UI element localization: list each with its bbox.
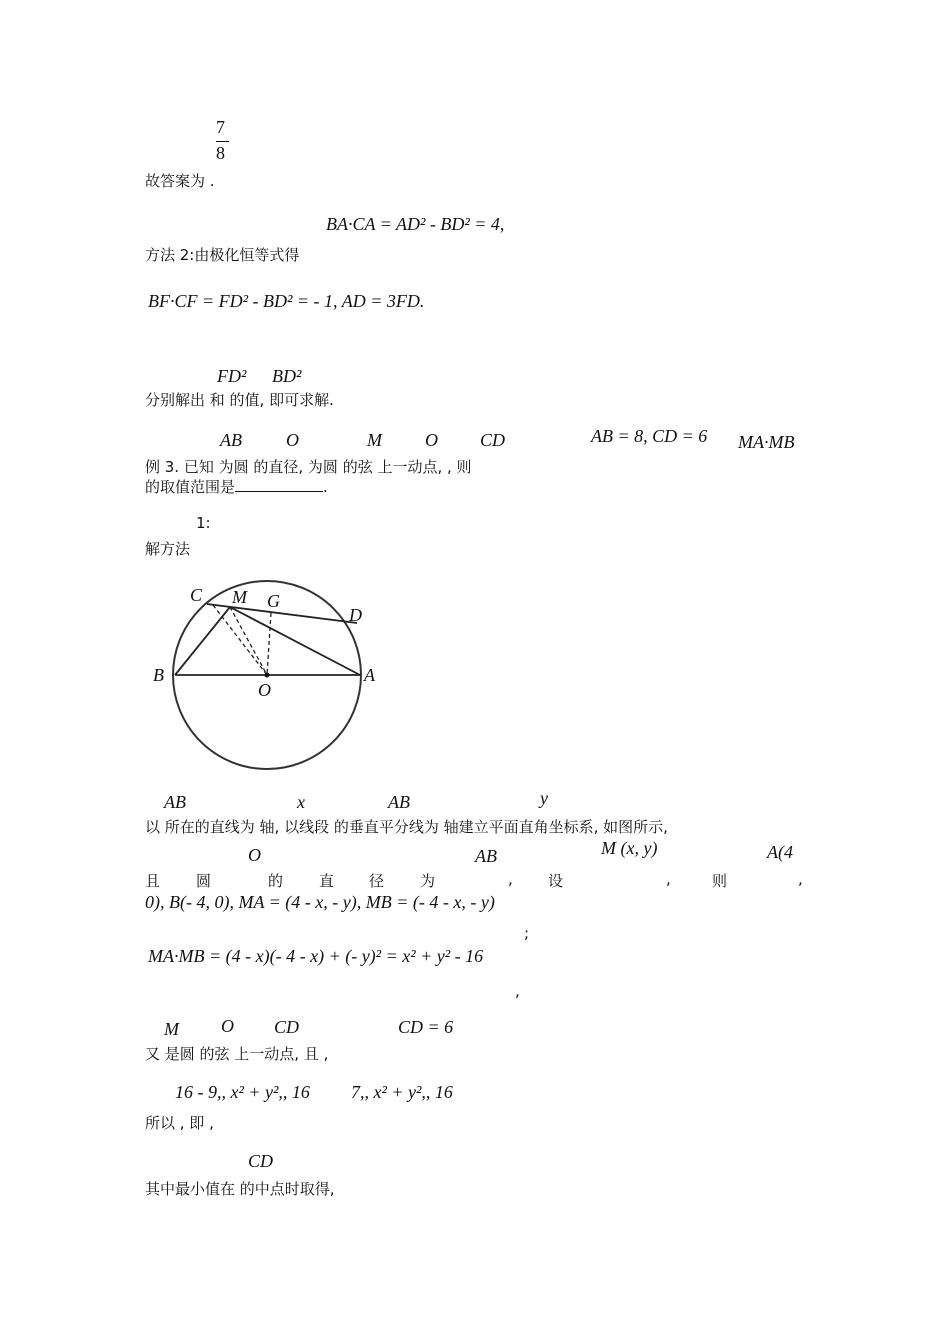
p2-c3: 直: [319, 872, 335, 890]
p4-end: ,: [515, 982, 520, 1000]
p1-ab2: AB: [388, 792, 410, 812]
p2-c10: ,: [798, 870, 803, 888]
p6-text: 所以 , 即 ,: [145, 1114, 214, 1132]
label-a: A: [364, 665, 375, 685]
p2-c0: 且: [145, 872, 161, 890]
p2-a: A(4: [767, 842, 793, 862]
p2-c9: 则: [712, 872, 728, 890]
solution-label: 解方法: [145, 540, 191, 558]
ex3-cd: CD: [480, 430, 506, 450]
p5-o: O: [221, 1016, 234, 1036]
fraction-numerator: 7: [216, 117, 225, 137]
p5-cd: CD: [274, 1017, 300, 1037]
label-d: D: [349, 605, 362, 625]
p6-ineq-a: 16 - 9,, x² + y²,, 16: [175, 1082, 310, 1102]
fraction-denominator: 8: [216, 143, 225, 163]
solution-number: 1:: [196, 514, 211, 532]
p1-ab1: AB: [164, 792, 186, 812]
label-g: G: [267, 591, 280, 611]
p5-m: M: [164, 1019, 179, 1039]
answer-blank: [235, 477, 323, 492]
ex3-question-end: .: [323, 478, 328, 496]
label-o: O: [258, 680, 271, 700]
p2-c1: 圆: [196, 872, 212, 890]
method2-label: 方法 2:由极化恒等式得: [145, 246, 300, 264]
p2-o: O: [248, 845, 261, 865]
p2-m: M (x, y): [601, 838, 658, 858]
p2-c6: ,: [508, 870, 513, 888]
p7-text: 其中最小值在 的中点时取得,: [145, 1180, 335, 1198]
center-dot: [265, 673, 270, 678]
segment-go: [267, 613, 271, 675]
ex3-ab: AB: [220, 430, 242, 450]
ex3-question: [145, 476, 328, 497]
segment-co: [213, 605, 267, 675]
p2-c4: 径: [369, 872, 385, 890]
p1-text: 以 所在的直线为 轴, 以线段 的垂直平分线为 轴建立平面直角坐标系, 如图所示,: [145, 818, 668, 836]
p5-cond: CD = 6: [398, 1017, 454, 1037]
solve-line: 分别解出 和 的值, 即可求解.: [145, 391, 334, 409]
ex3-statement: 例 3. 已知 为圆 的直径, 为圆 的弦 上一动点, , 则: [145, 458, 472, 476]
label-b: B: [153, 665, 164, 685]
fraction-bar: [216, 141, 229, 142]
ex3-o2: O: [425, 430, 438, 450]
ex3-o1: O: [286, 430, 299, 450]
label-c: C: [190, 585, 203, 605]
p2-c8: ,: [666, 870, 671, 888]
ex3-question-text: 的取值范围是: [145, 478, 236, 496]
formula-polarization-1: BA·CA = AD² - BD² = 4,: [326, 214, 505, 234]
ex3-m: M: [367, 430, 382, 450]
p4-dot-product: MA·MB = (4 - x)(- 4 - x) + (- y)² = x² + y² - 16: [148, 946, 484, 966]
p2-c7: 设: [548, 872, 564, 890]
math-bd2: BD²: [272, 366, 302, 386]
p1-y: y: [540, 788, 548, 808]
p1-x: x: [297, 792, 305, 812]
answer-line: 故答案为 .: [145, 172, 215, 190]
circle-figure: [150, 575, 390, 775]
math-fd2: FD²: [217, 366, 247, 386]
ex3-target: MA·MB: [738, 432, 795, 452]
p3-vectors: 0), B(- 4, 0), MA = (4 - x, - y), MB = (- 4 - x, - y): [145, 892, 495, 912]
p7-cd: CD: [248, 1151, 274, 1171]
formula-polarization-2: BF·CF = FD² - BD² = - 1, AD = 3FD.: [148, 291, 425, 311]
p5-text: 又 是圆 的弦 上一动点, 且 ,: [145, 1045, 329, 1063]
p2-c5: 为: [420, 872, 436, 890]
p3-end: ;: [524, 924, 530, 942]
p2-c2: 的: [268, 872, 284, 890]
p6-ineq-b: 7,, x² + y²,, 16: [351, 1082, 453, 1102]
p2-ab: AB: [475, 846, 497, 866]
ex3-condition: AB = 8, CD = 6: [591, 426, 708, 446]
label-m: M: [232, 587, 247, 607]
